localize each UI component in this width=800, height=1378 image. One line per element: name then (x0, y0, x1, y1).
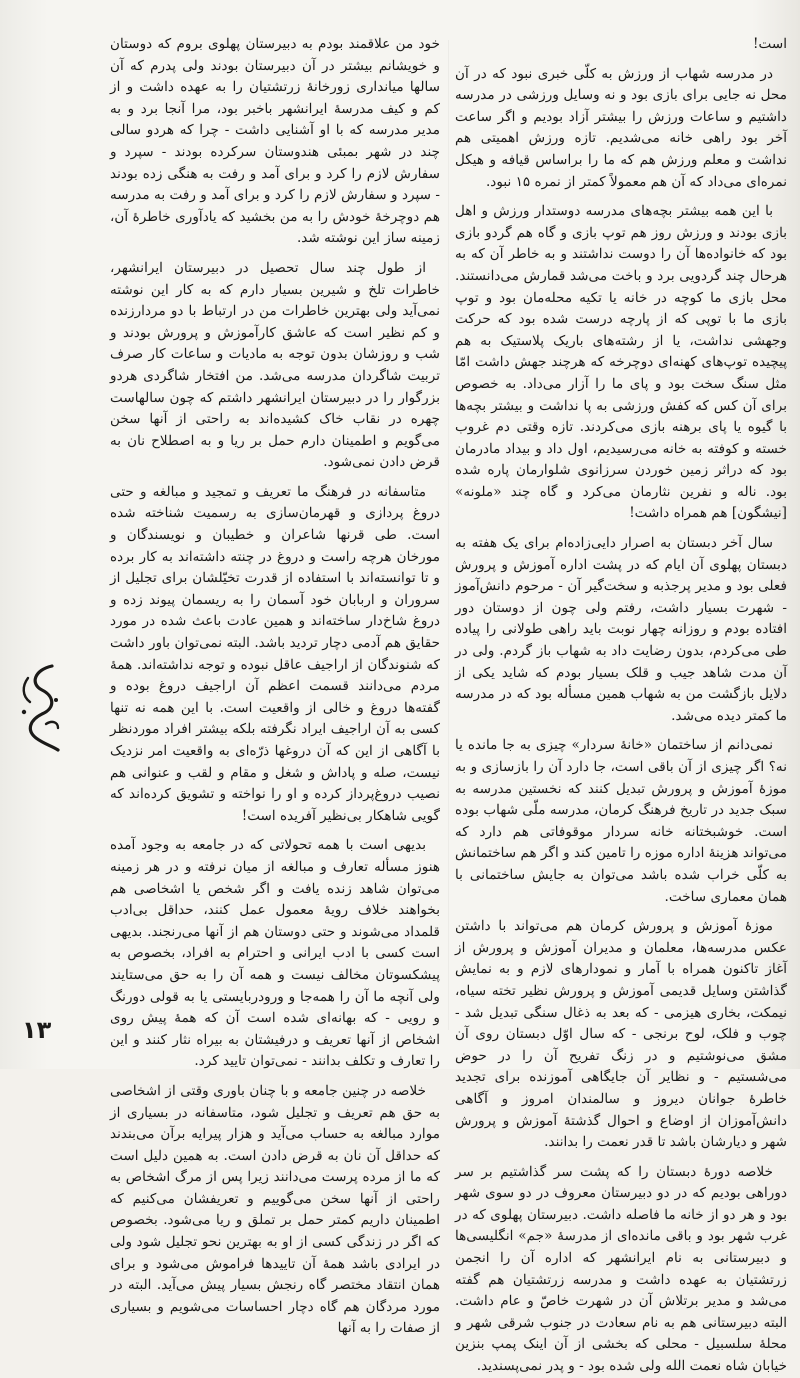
paragraph: با این همه بیشتر بچه‌های مدرسه دوستدار ورزش و اهل بازی بودند و ورزش روز هم توپ بازی و گاه هم گردو بازی بود که خانواده‌ها آن را دوست نداشتند و به خاطر آن که به هرحال چند گردویی برد و باخت می‌شد قمارش می‌دانستند. محل بازی ما کوچه در خانه یا تکیه محله‌مان بود و توپ بازی ما با توپی که از پارچه درست شده بود که حرکت وجهشی نداشت، یا از رشته‌های باریک پلاستیک به هم پیچیده توپ‌های کهنه‌ای دوچرخه که هرچند جهش داشت امّا مثل سنگ سخت بود و پای ما را آزار می‌داد. به خصوص برای آن کس که کفش ورزشی به پا نداشت و بیشتر بچه‌ها با گیوه یا پای برهنه بازی می‌کردند. تازه وقتی دم غروب خسته و کوفته به خانه می‌رسیدیم، اول داد و بیداد مادرمان بود که دراثر زمین خوردن سرزانوی شلوارمان پاره شده بود. ناله و نفرین نثارمان می‌کرد و گاه چند «ملونه» [نیشگون] هم همراه داشت! (455, 203, 787, 522)
page-number: ۱۳ (22, 1016, 52, 1044)
paragraph: خود من علاقمند بودم به دبیرستان پهلوی بروم که دوستان و خویشانم بیشتر در آن دبیرستان بودند ولی پدرم که آن سالها میانداری زورخانهٔ زرتشتیان را به عهده داشت و از کم و کیف مدرسهٔ ایرانشهر باخبر بود، مرا آنجا برد و به مدیر مدرسه که با او آشنایی داشت - چرا که هردو سالی چند در شهر بمبئی هندوستان سرکرده بودند - سپرد و سفارش لازم را کرد و برای آمد و رفت به هنگی زده بودند - سپرد و سفارش لازم را کرد و برای آمد و رفت به مدرسه هم دوچرخهٔ خودش را به من بخشید که یادآوری خاطرهٔ آن، زمینه ساز این نوشته شد. (110, 36, 440, 247)
left-column (110, 34, 440, 1337)
paragraph: خلاصه در چنین جامعه و با چنان باوری وقتی از اشخاصی به حق هم تعریف و تجلیل شود، متاسفانه در بسیاری از موارد مبالغه به حساب می‌آید و هزار پیرایه برآن می‌بندند که حداقل آن نان به قرض دادن است. به همین دلیل است که ما از مرده پرست می‌دانند زیرا پس از مرگ اشخاص به راحتی از آنها سخن می‌گوییم و تعریفشان می‌کنیم که اطمینان داریم کمتر حمل بر تملق و ریا می‌شود. بخصوص که اگر در زندگی کسی از او به بهترین نحو تجلیل شود ولی در ایرادی باشد همهٔ آن تاییدها فراموش می‌شود و برای همان انتقاد مختصر گاه رنجش بسیار پیش می‌آید. البته در مورد مردگان هم گاه دچار احساسات می‌شویم و بسیاری از صفات را به آنها (110, 1082, 440, 1337)
paragraph: است! (753, 36, 787, 52)
paragraph: سال آخر دبستان به اصرار دایی‌زاده‌ام برای یک هفته به دبستان پهلوی آن ایام که در پشت اداره آموزش و پرورش فعلی بود و مدیر پرجذبه و سخت‌گیر آن - مرحوم دانش‌آموز - شهرت بسیار داشت، رفتم ولی چون از دوستان دور افتاده بودم و روزانه چهار نوبت باید راهی طولانی را پیاده طی می‌کردم، بدون رضایت داد به شهاب باز گردم. ولی در آن مدت شاهد جیب و قلک بسیار بودم که شاید یکی از دلایل بازگشت من به شهاب همین مسأله بود که در مدرسه ما کمتر دیده می‌شد. (455, 535, 787, 724)
right-column (455, 34, 787, 1375)
paragraph: خلاصه دورهٔ دبستان را که پشت سر گذاشتیم بر سر دوراهی بودیم که در دو دبیرستان معروف در دو سوی شهر بود و هر دو از خانه ما فاصله داشت. دبیرستان پهلوی که در غرب شهر بود و باقی مانده‌ای از مدرسهٔ «جم» انگلیسی‌ها و دبیرستانی به نام ایرانشهر که اداره آن را انجمن زرتشتیان به عهده داشت و مدرسه زرتشتیان هم گفته می‌شد و مدیر برتلاش آن در شهرت خاصّ و عام داشت. البته دبیرستانی هم به نام سعادت در جنوب شرقی شهر و محلهٔ سلسبیل - محلی که بخشی از آن اینک پمپ بنزین خیابان شاه نعمت الله ولی شده بود - و پدر نمی‌پسندید. (455, 1163, 787, 1375)
paragraph: متاسفانه در فرهنگ ما تعریف و تمجید و مبالغه و حتی دروغ پردازی و قهرمان‌سازی به رسمیت شناخته شده است. طی قرنها شاعران و خطیبان و نویسندگان و مورخان هرچه راست و دروغ در چنته داشته‌اند به کار برده و تا توانسته‌اند با استفاده از قدرت تخیّلشان برای تجلیل از سروران و اربابان خود آسمان را به ریسمان پیوند زده و دروغ شاخ‌دار ساخته‌اند و همین عادت باعث شده در مورد حقایق هم آدمی دچار تردید باشد. البته نمی‌توان باور داشت که شنوندگان از اراجیف عاقل نبوده و توجه نداشته‌اند. همهٔ مردم می‌دانند قسمت اعظم آن اراجیف دروغ بوده و گفته‌ها دروغ و خالی از واقعیت است. با این همه نه تنها کسی به آن اراجیف ایراد نگرفته بلکه بیشتر افراد موردنظر با آگاهی از این که آن دروغها ذرّه‌ای به واقعیت امر نزدیک نیست، صله و پاداش و شغل و مقام و لقب و عنوانی هم نصیب دروغ‌پرداز کرده و او را نواخته و تشویق کرده‌اند که گویی شاهکار بی‌نظیر آفریده است! (110, 483, 440, 824)
column-gutter (448, 40, 449, 1030)
paragraph: موزهٔ آموزش و پرورش کرمان هم می‌تواند با داشتن عکس مدرسه‌ها، معلمان و مدیران آموزش و پرورش از آغاز تاکنون همراه با آمار و نمودارهای لازم و به نمایش گذاشتن وسایل قدیمی آموزش و پرورش نظیر تخته سیاه، نیمکت، بخاری هیزمی - که بعد به ذغال سنگی تبدیل شد - چوب و فلک، لوح برنجی - که سال اوّل دبستان روی آن مشق می‌نوشتیم و در زنگ تفریح آن را در حوض می‌شستیم - و نظایر آن جایگاهی آموزنده برای تجدید خاطرهٔ جوانان دیروز و سالمندان امروز و آگاهی دانش‌آموزان از اوضاع و احوال گذشتهٔ آموزش و پرورش شهر و دیارشان باشد تا قدر نعمت را بدانند. (455, 918, 787, 1151)
kerman-logo (12, 660, 68, 756)
paragraph: نمی‌دانم از ساختمان «خانهٔ سردار» چیزی به جا مانده یا نه؟ اگر چیزی از آن باقی است، جا دارد آن را بازسازی و به موزهٔ آموزش و پرورش تبدیل کنند که نخستین مدرسه به سبک جدید در تاریخ فرهنگ کرمان، مدرسه ملّی شهاب بوده است. خوشبختانه خانه سردار موقوفاتی هم دارد که می‌تواند هزینهٔ اداره موزه را تامین کند و اگر هم ساختمانش به کلّی خراب شده باشد می‌توان به جایش ساختمانی با همان معماری ساخت. (455, 737, 787, 905)
paragraph: بدیهی است با همه تحولاتی که در جامعه به وجود آمده هنوز مسأله تعارف و مبالغه از میان نرفته و در هر زمینه می‌توان شاهد زنده یافت و اگر شخص یا اشخاصی هم بخواهند خلاف رویهٔ معمول عمل کنند، حداقل بی‌ادب قلمداد می‌شوند و حتی دوستان هم از آنها می‌رنجند. بدیهی است کسی با ادب ایرانی و احترام به افراد، بخصوص به پیشکسوتان مخالف نیست و همه آن را به حق می‌ستایند ولی آنچه ما آن را همه‌جا و ورودربایستی یا به قولی دورنگ و رویی - که بهانه‌ای شده است آن که همهٔ پیش روی اشخاص از آنها تعریف و درفیشتان به بیراه نثار کنند و این را تعارف و تکلف بدانند - نمی‌توان تایید کرد. (110, 837, 440, 1070)
paragraph: از طول چند سال تحصیل در دبیرستان ایرانشهر، خاطرات تلخ و شیرین بسیار دارم که به کار این نوشته نمی‌آید ولی بهترین خاطرات من در ارتباط با دو مردارزنده و کم نظیر است که عاشق کارآموزش و پرورش بودند و شب و روزشان بدون توجه به ماديات و ساعات کار صرف تربیت شاگردان مدرسه می‌شد. من افتخار شاگردی هردو بزرگوار را در دبیرستان ایرانشهر داشتم که چون سالهاست چهره در نقاب خاک کشیده‌اند به راحتی از آنها سخن می‌گویم و اطمینان دارم حمل بر ریا و به اصطلاح نان به قرض دادن نمی‌شود. (110, 259, 440, 471)
paragraph: در مدرسه شهاب از ورزش به کلّی خبری نبود که در آن محل نه جایی برای بازی بود و نه وسایل ورزشی در مدرسه داشتیم و ساعات ورزش را بیشتر آزاد بودیم و اگر ساعت آخر بود راهی خانه می‌شدیم. تازه ورزش اهمیتی هم نداشت و معلم ورزش هم که ما را براساس قیافه و هیکل نمره‌ای می‌داد که آن هم معمولاً کمتر از نمره ۱۵ نبود. (455, 65, 787, 190)
